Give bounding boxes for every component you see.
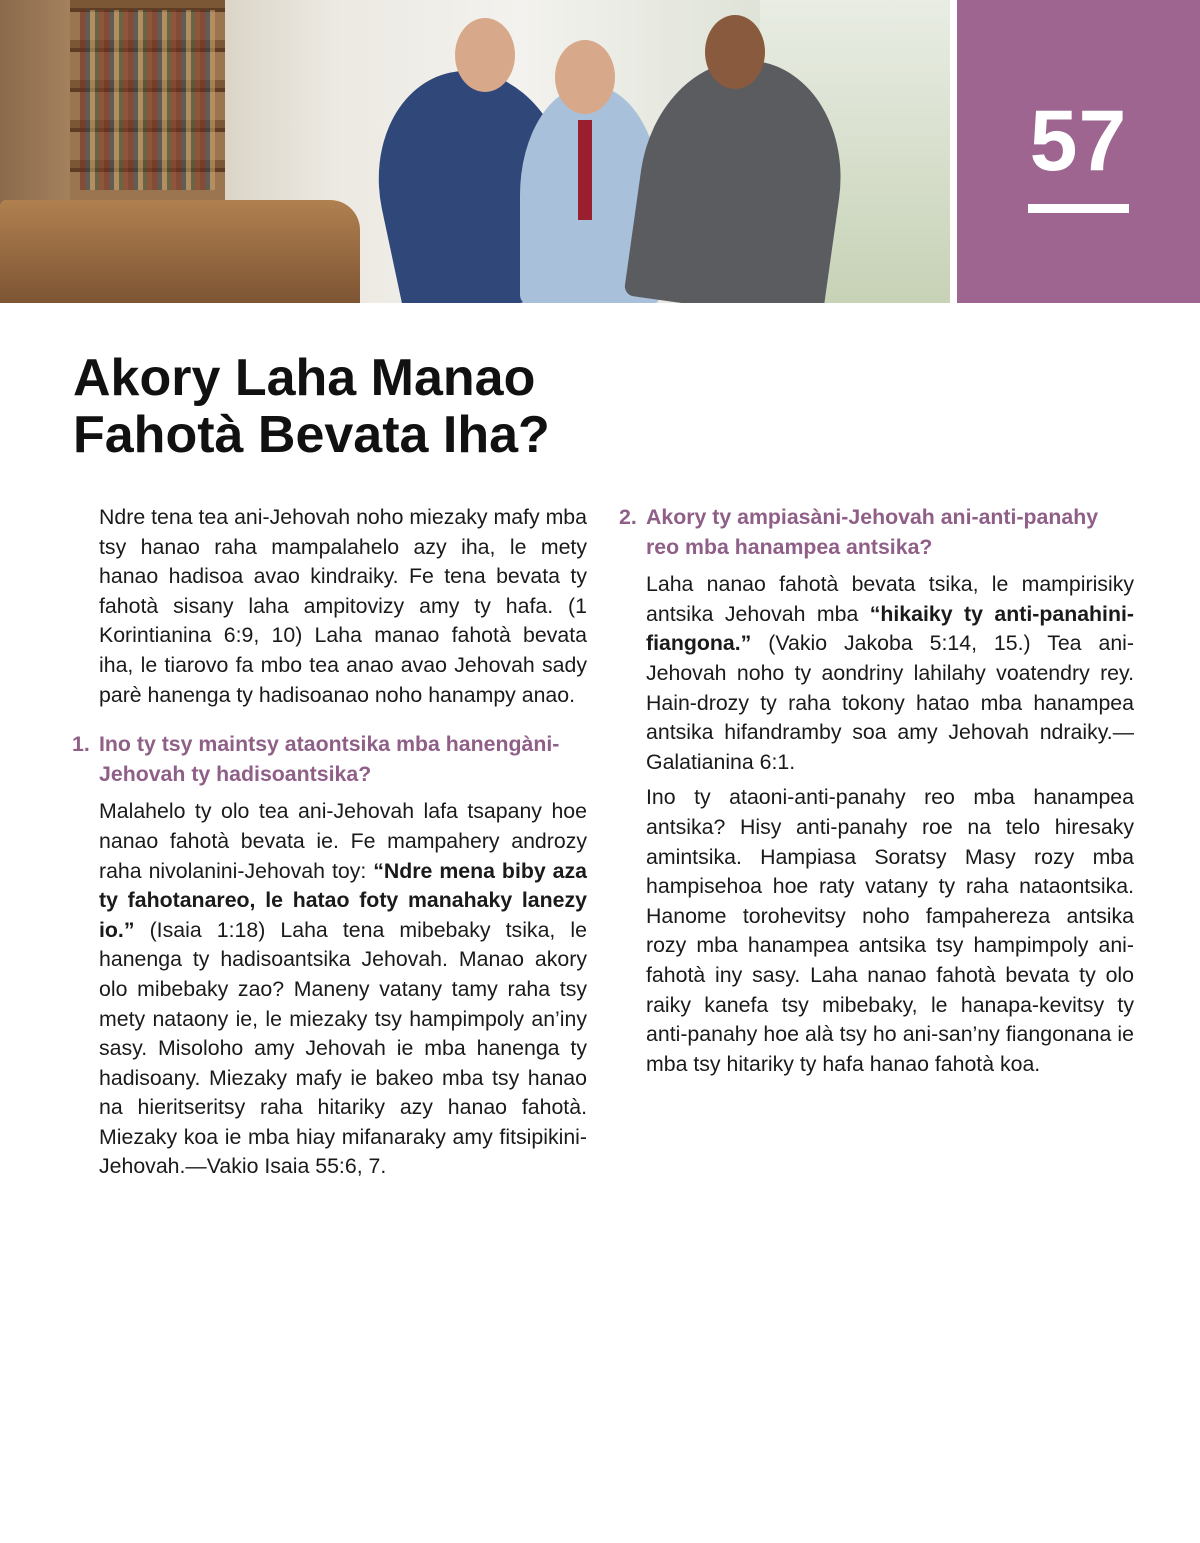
table: [0, 200, 360, 303]
left-column: [72, 503, 587, 1188]
text-run: Laha nanao fahotà bevata tsika, le mampirisiky antsika Jehovah mba: [646, 572, 1134, 626]
books: [80, 10, 215, 190]
head-center: [555, 40, 615, 114]
text-run: (Vakio Jakoba 5:14, 15.) Tea ani-Jehovah noho ty aondriny lahilahy voatendry rey. Hain-drozy ty raha tokony hatao mba hanampea antsika hifandramby soa amy Jehovah ndraiky.—Galatianina 6:1.: [646, 631, 1134, 774]
question-text: Akory ty ampiasàni-Jehovah ani-anti-panahy reo mba hanampea antsika?: [646, 505, 1099, 559]
question-1: [72, 730, 587, 789]
lesson-number-badge: [957, 0, 1200, 303]
question-number: 1.: [72, 732, 90, 757]
question-2: [619, 503, 1134, 562]
question-number: 2.: [619, 505, 637, 529]
scripture-quote: “Ndre mena biby aza ty fahotanareo, le hatao foty manahaky lanezy io.”: [99, 858, 587, 942]
answer-2-paragraph-2: Ino ty ataoni-anti-panahy reo mba hanampea antsika? Hisy anti-panahy roe na telo hiresaky amintsika. Hampiasa Soratsy Masy rozy mba hampisehoa hoe raty vatany ty raha nataontsika. Hanome torohevitsy noho fampahereza antsika rozy mba hanampea antsika tsy hampimpoly ani-fahotà iny sasy. Laha nanao fahotà bevata ty olo raiky kanefa tsy mibebaky, le hanapa-kevitsy ty anti-panahy hoe alà tsy ho ani-san’ny fiangonana ie mba tsy hitariky ty hafa hanao fahotà koa.: [646, 785, 1134, 1076]
answer-1-paragraph: [99, 797, 587, 1182]
header-photo: [0, 0, 950, 303]
badge-underline: [1028, 204, 1129, 213]
question-text: Ino ty tsy maintsy ataontsika mba hanengàni-Jehovah ty hadisoantsika?: [99, 732, 560, 786]
title-line-1: Akory Laha Manao: [73, 349, 536, 407]
red-tie: [578, 120, 592, 220]
right-column: [619, 503, 1134, 1085]
page-title: [73, 350, 550, 464]
answer-2-paragraph-1: [646, 570, 1134, 777]
head-left: [455, 18, 515, 92]
text-run: (Isaia 1:18) Laha tena mibebaky tsika, le hanenga ty hadisoantsika Jehovah. Manao akory olo mibebaky zao? Maneny vatany tamy raha tsy mety nataony ie, le miezaky tsy hampimpoly an’iny sasy. Misoloho amy Jehovah ie mba hanenga ty hadisoany. Miezaky mafy ie bakeo mba tsy hanao na hieritseritsy raha hitariky azy hanao fahotà. Miezaky koa ie mba hiay mifanaraky amy fitsipikini-Jehovah.—Vakio Isaia 55:6, 7.: [99, 917, 587, 1179]
title-line-2: Fahotà Bevata Iha?: [73, 406, 550, 464]
intro-paragraph: Ndre tena tea ani-Jehovah noho miezaky mafy mba tsy hanao raha mampalahelo azy iha, le mety hanao hadisoa avao kindraiky. Fe tena bevata ty fahotà sisany laha ampitovizy amy ty hafa. (1 Korintianina 6:9, 10) Laha manao fahotà bevata iha, le tiarovo fa mbo tea anao avao Jehovah sady parè hanenga ty hadisoanao noho hanampy anao.: [99, 505, 587, 707]
head-right: [705, 15, 765, 89]
scripture-quote: “hikaiky ty anti-panahini-fiangona.”: [646, 601, 1134, 656]
text-run: Malahelo ty olo tea ani-Jehovah lafa tsapany hoe nanao fahotà bevata ie. Fe mampahery androzy raha nivolanini-Jehovah toy:: [99, 799, 587, 883]
lesson-number: 57: [1029, 93, 1128, 189]
